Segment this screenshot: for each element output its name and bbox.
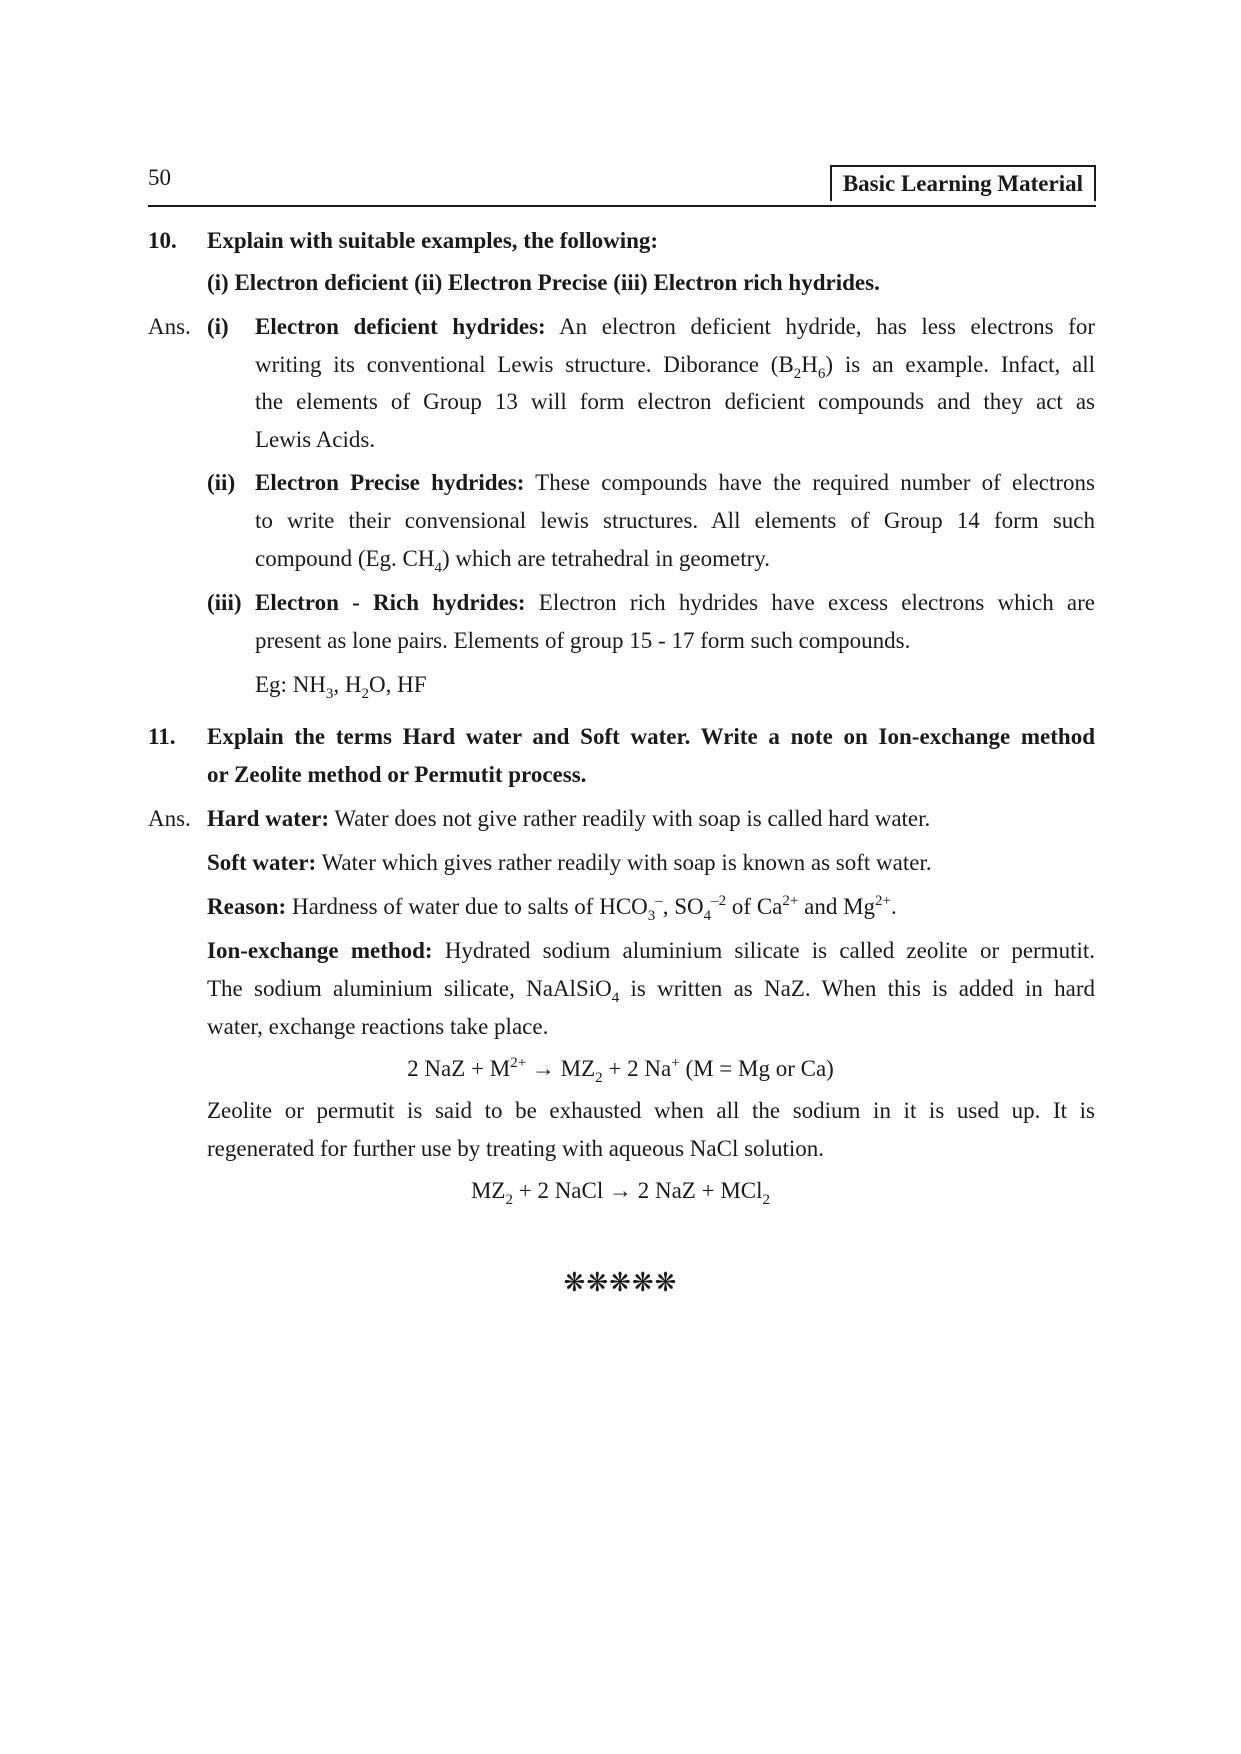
superscript: 2+	[782, 893, 799, 909]
answer-text: .	[891, 894, 897, 919]
item-heading: Electron Precise hydrides:	[255, 470, 525, 495]
question-text: Explain with suitable examples, the following:	[207, 228, 659, 253]
example-line	[255, 670, 427, 700]
equation-text: MZ	[470, 1178, 506, 1203]
book-title-box: Basic Learning Material	[830, 165, 1096, 201]
answer-line	[207, 936, 1095, 966]
superscript: –	[655, 893, 663, 909]
question-number: 11.	[148, 724, 176, 749]
item-marker: (ii)	[207, 470, 236, 495]
answer-label: Ans.	[148, 806, 191, 831]
answer-text: Water does not give rather readily with soap is called hard water.	[334, 806, 931, 831]
equation-text: (M = Mg or Ca)	[685, 1056, 834, 1081]
answer-line	[207, 848, 932, 878]
answer-text: Water which gives rather readily with soap is known as soft water.	[321, 850, 932, 875]
answer-text: These compounds have the required number of electrons	[535, 470, 1095, 495]
answer-text: An electron deficient hydride, has less electrons for	[559, 314, 1095, 339]
equation-text: + 2 Na	[608, 1056, 672, 1081]
term-label: Hard water:	[207, 806, 329, 831]
end-of-section-mark: ❋❋❋❋❋	[563, 1268, 678, 1297]
answer-line: Lewis Acids.	[255, 427, 376, 452]
answer-text: Eg: NH	[255, 672, 326, 697]
answer-text: and Mg	[804, 894, 876, 919]
answer-line	[255, 312, 1095, 342]
subscript: 2	[793, 366, 802, 382]
answer-line: regenerated for further use by treating with aqueous NaCl solution.	[207, 1136, 824, 1161]
subscript: 2	[361, 686, 370, 702]
answer-text: writing its conventional Lewis structure. Diborance (B	[255, 352, 794, 377]
subscript: 3	[325, 686, 334, 702]
chemical-equation	[0, 1054, 1241, 1084]
answer-text: The sodium aluminium silicate, NaAlSiO	[207, 976, 612, 1001]
answer-line: Zeolite or permutit is said to be exhausted when all the sodium in it is used up. It is	[207, 1098, 1095, 1123]
answer-text: H	[801, 352, 818, 377]
answer-text: Hydrated sodium aluminium silicate is called zeolite or permutit.	[444, 938, 1095, 963]
answer-line: the elements of Group 13 will form electron deficient compounds and they act as	[255, 389, 1095, 414]
subscript: 4	[611, 990, 620, 1006]
answer-line	[207, 804, 930, 834]
answer-line	[255, 468, 1095, 498]
answer-text: ) which are tetrahedral in geometry.	[442, 546, 771, 571]
subscript: 4	[703, 908, 712, 924]
term-label: Reason:	[207, 894, 287, 919]
superscript: –2	[711, 893, 727, 909]
answer-text: compound (Eg. CH	[255, 546, 435, 571]
question-text: Explain the terms Hard water and Soft water. Write a note on Ion-exchange method	[207, 724, 1095, 749]
answer-label: Ans.	[148, 314, 191, 339]
answer-line: water, exchange reactions take place.	[207, 1014, 549, 1039]
page-header	[148, 165, 1096, 207]
answer-text: ) is an example. Infact, all	[825, 352, 1095, 377]
answer-text: , SO	[662, 894, 704, 919]
superscript: 2+	[510, 1055, 527, 1071]
question-number: 10.	[148, 228, 177, 253]
subscript: 2	[595, 1070, 603, 1086]
question-text: or Zeolite method or Permutit process.	[207, 762, 587, 787]
subscript: 6	[817, 366, 826, 382]
answer-text: O, HF	[369, 672, 427, 697]
equation-text: + 2 NaCl → 2 NaZ + MCl	[518, 1178, 763, 1203]
answer-line: present as lone pairs. Elements of group 15 - 17 form such compounds.	[255, 628, 911, 653]
equation-text: 2 NaZ + M	[407, 1056, 511, 1081]
answer-line	[255, 588, 1095, 618]
superscript: 2+	[875, 893, 891, 909]
subscript: 4	[434, 560, 443, 576]
answer-line	[207, 974, 1095, 1004]
item-heading: Electron deficient hydrides:	[255, 314, 546, 339]
item-marker: (iii)	[207, 590, 242, 615]
answer-line	[255, 350, 1095, 380]
subscript: 3	[647, 908, 656, 924]
answer-text: is written as NaZ. When this is added in hard	[630, 976, 1096, 1001]
answer-text: Hardness of water due to salts of HCO	[291, 894, 648, 919]
subscript: 2	[762, 1192, 771, 1208]
answer-line	[255, 544, 770, 574]
page-number: 50	[148, 165, 171, 190]
item-heading: Electron - Rich hydrides:	[255, 590, 526, 615]
item-marker: (i)	[207, 314, 229, 339]
answer-line	[207, 892, 897, 922]
question-text: (i) Electron deficient (ii) Electron Precise (iii) Electron rich hydrides.	[207, 270, 880, 295]
answer-text: Electron rich hydrides have excess electrons which are	[538, 590, 1096, 615]
subscript: 2	[505, 1192, 513, 1208]
term-label: Ion-exchange method:	[207, 938, 433, 963]
answer-line: to write their convensional lewis structures. All elements of Group 14 form such	[255, 508, 1095, 533]
answer-text: of Ca	[731, 894, 783, 919]
term-label: Soft water:	[207, 850, 317, 875]
chemical-equation	[0, 1176, 1241, 1206]
superscript: +	[671, 1055, 680, 1071]
answer-text: , H	[333, 672, 362, 697]
equation-text: → MZ	[531, 1056, 596, 1081]
